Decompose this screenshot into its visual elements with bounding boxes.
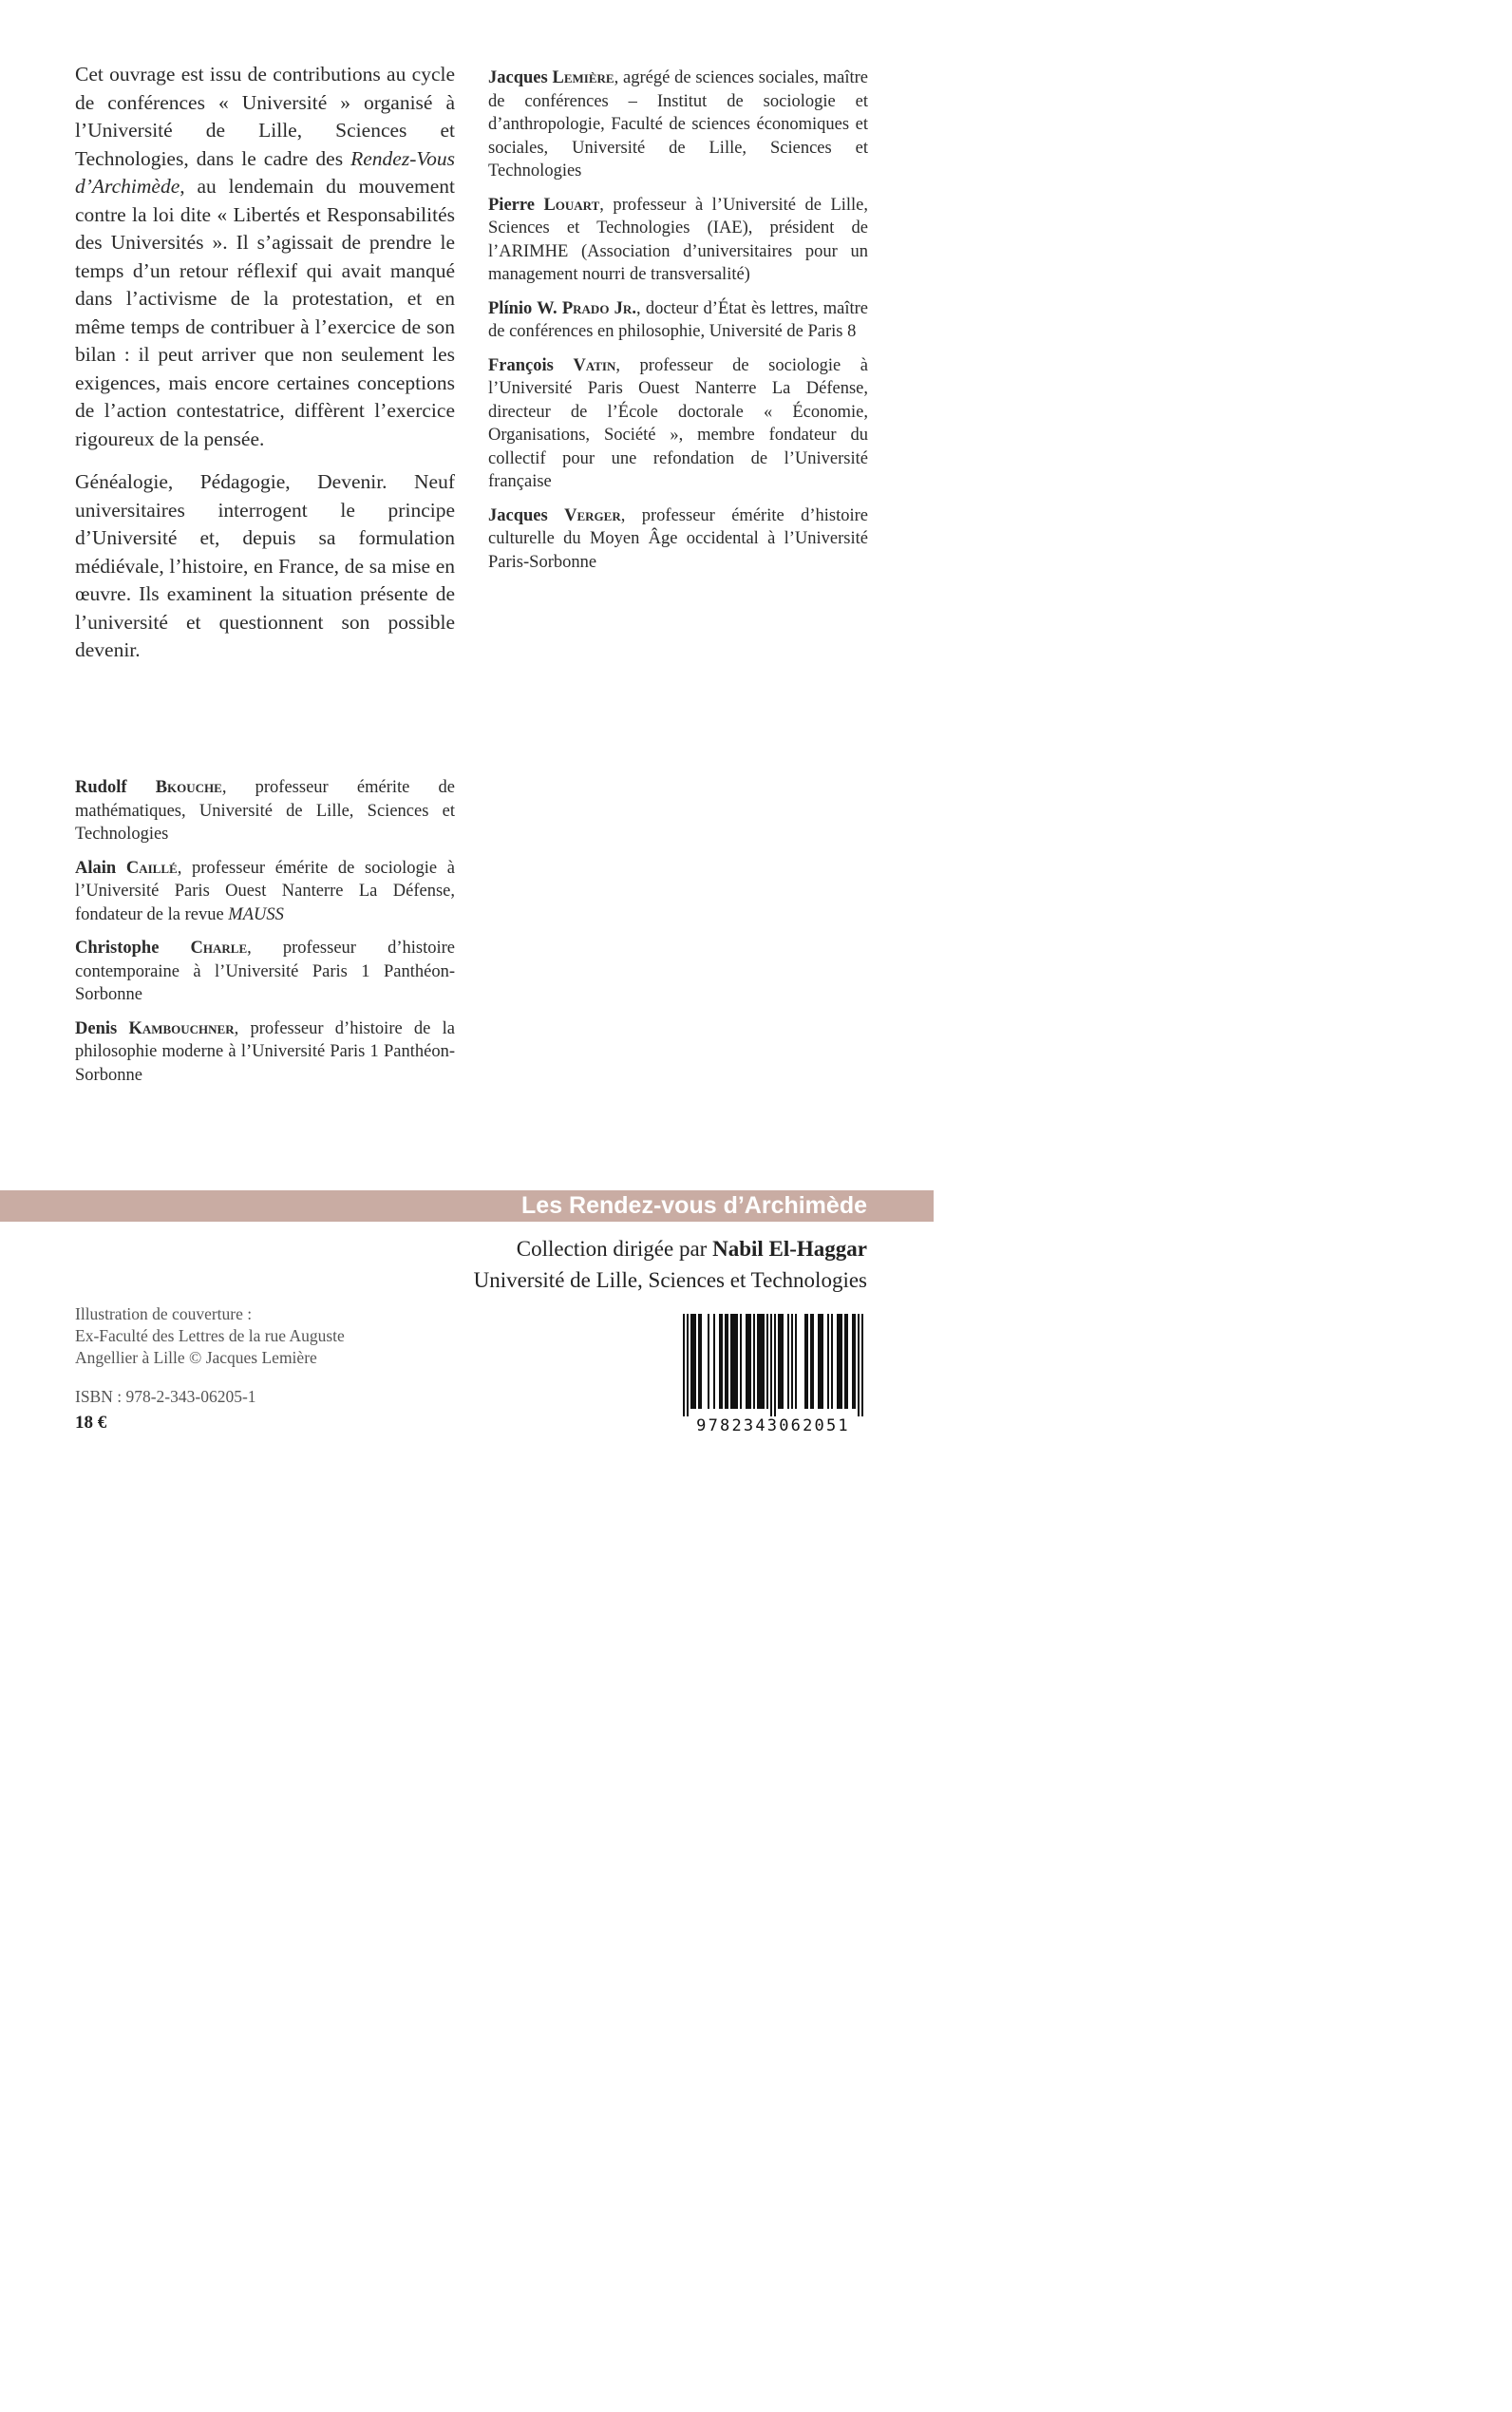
collection-director: Nabil El-Haggar bbox=[712, 1237, 867, 1261]
barcode-bar bbox=[692, 1314, 694, 1409]
barcode-bar bbox=[687, 1314, 689, 1416]
series-title: Les Rendez-vous d’Archimède bbox=[521, 1192, 867, 1219]
contributor-first-name: Rudolf bbox=[75, 778, 127, 797]
contributor-bio bbox=[75, 1017, 455, 1088]
barcode-bar bbox=[700, 1314, 702, 1409]
barcode-bar bbox=[837, 1314, 839, 1409]
collection-prefix: Collection dirigée par bbox=[516, 1237, 713, 1261]
blurb-series-italic: Rendez-Vous d’Archimède bbox=[75, 146, 455, 198]
barcode-bar bbox=[740, 1314, 742, 1409]
collection-info bbox=[474, 1233, 867, 1296]
contributor-last-name: Vatin bbox=[573, 355, 616, 375]
barcode-bar bbox=[683, 1314, 685, 1416]
barcode-bar bbox=[694, 1314, 696, 1409]
barcode-bar bbox=[804, 1314, 806, 1409]
blurb-paragraph-2: Généalogie, Pédagogie, Devenir. Neuf universitaires interrogent le principe d’Université et, depuis sa formulation médiévale, l’histoire, en France, de sa mise en œuvre. Ils examinent la situation présente de l’université et questionnent son possible devenir. bbox=[75, 470, 455, 661]
contributor-first-name: Christophe bbox=[75, 939, 160, 958]
credits-line: Illustration de couverture : bbox=[75, 1304, 253, 1323]
series-band bbox=[0, 1190, 934, 1222]
barcode-bar bbox=[719, 1314, 721, 1409]
contributor-last-name: Prado Jr. bbox=[561, 298, 636, 318]
contributor-last-name: Bkouche bbox=[155, 778, 222, 797]
barcode-bar bbox=[727, 1314, 728, 1409]
barcode-bar bbox=[780, 1314, 782, 1409]
barcode-bar bbox=[822, 1314, 823, 1409]
barcode-bar bbox=[854, 1314, 856, 1409]
barcode-bar bbox=[827, 1314, 829, 1409]
barcode-bar bbox=[734, 1314, 736, 1409]
barcode-bar bbox=[810, 1314, 812, 1409]
barcode-bar bbox=[852, 1314, 854, 1409]
contributor-first-name: Denis bbox=[75, 1018, 118, 1038]
barcode-bar bbox=[761, 1314, 763, 1409]
contributor-first-name: Jacques bbox=[488, 505, 548, 525]
barcode-bar bbox=[858, 1314, 860, 1416]
blurb-p1-start: Cet ouvrage est issu de contributions au cycle de conférences « Université » organisé à l’Université de Lille, Sciences et Technologies, dans le cadre des bbox=[75, 63, 455, 170]
price: 18 € bbox=[75, 1413, 107, 1433]
barcode-bar bbox=[820, 1314, 822, 1409]
contributor-last-name: Verger bbox=[564, 505, 621, 525]
barcode-bar bbox=[730, 1314, 732, 1409]
contributor-description: , docteur d’État ès lettres, maître de conférences en philosophie, Université de Paris 8 bbox=[488, 298, 868, 341]
barcode-bar bbox=[839, 1314, 841, 1409]
contributor-description: , professeur émérite de sociologie à l’Université Paris Ouest Nanterre La Défense, fondateur de la revue bbox=[75, 858, 455, 924]
barcode-bar bbox=[818, 1314, 820, 1409]
barcode-bar bbox=[736, 1314, 738, 1409]
contributor-bio bbox=[488, 66, 868, 183]
barcode-bar bbox=[749, 1314, 751, 1409]
contributor-description: , professeur à l’Université de Lille, Sciences et Technologies (IAE), président de l’ARIMHE (Association d’universitaires pour un management nourri de transversalité) bbox=[488, 195, 869, 284]
barcode bbox=[677, 1310, 869, 1437]
contributor-description: , professeur d’histoire contemporaine à l’Université Paris 1 Panthéon-Sorbonne bbox=[75, 939, 455, 1004]
contributor-description: , agrégé de sciences sociales, maître de conférences – Institut de sociologie et d’anthropologie, Faculté de sciences économiques et sociales, Université de Lille, Sciences et Technologies bbox=[488, 68, 868, 180]
contributor-description: , professeur émérite de mathématiques, Université de Lille, Sciences et Technologies bbox=[75, 778, 456, 844]
isbn: ISBN : 978-2-343-06205-1 bbox=[75, 1387, 256, 1406]
barcode-bar bbox=[698, 1314, 700, 1409]
contributor-bio bbox=[75, 937, 455, 1007]
barcode-bar bbox=[747, 1314, 749, 1409]
barcode-bar bbox=[759, 1314, 761, 1409]
cover-credits bbox=[75, 1303, 417, 1369]
credits-line: Angellier à Lille © Jacques Lemière bbox=[75, 1348, 317, 1367]
contributor-bio bbox=[75, 857, 455, 927]
contributor-first-name: Plínio W. bbox=[488, 298, 558, 318]
contributor-bio bbox=[488, 504, 868, 575]
journal-title: MAUSS bbox=[228, 904, 284, 924]
barcode-bar bbox=[778, 1314, 780, 1409]
blurb-p1-end: , au lendemain du mouvement contre la loi dite « Libertés et Responsabilités des Universités ». Il s’agissait de prendre le temps d’un retour réflexif qui avait manqué dans l’activisme de la protestation, et en même temps de contribuer à l’exercice de son bilan : il peut arriver que non seulement les exigences, mais encore certaines conceptions de l’action contestatrice, diffèrent l’exercice rigoureux de la pensée. bbox=[75, 175, 455, 450]
barcode-digits: 9782343062051 bbox=[696, 1416, 850, 1435]
credits-line: Ex-Faculté des Lettres de la rue Auguste bbox=[75, 1326, 345, 1345]
contributor-last-name: Louart bbox=[543, 195, 600, 215]
barcode-bar bbox=[757, 1314, 759, 1409]
barcode-bar bbox=[861, 1314, 863, 1416]
contributor-first-name: Jacques bbox=[488, 68, 548, 87]
blurb-paragraph-1 bbox=[75, 61, 455, 453]
barcode-bar bbox=[713, 1314, 715, 1409]
collection-institution: Université de Lille, Sciences et Technologies bbox=[473, 1268, 867, 1292]
barcode-bar bbox=[791, 1314, 793, 1409]
contributor-bio bbox=[488, 194, 868, 287]
contributor-first-name: François bbox=[488, 355, 554, 375]
barcode-bar bbox=[708, 1314, 709, 1409]
barcode-bar bbox=[806, 1314, 808, 1409]
barcode-bar bbox=[721, 1314, 723, 1409]
contributor-last-name: Caillé bbox=[125, 858, 178, 878]
barcode-bar bbox=[787, 1314, 789, 1409]
barcode-bar bbox=[763, 1314, 765, 1409]
barcode-bar bbox=[841, 1314, 842, 1409]
barcode-bar bbox=[725, 1314, 727, 1409]
contributor-first-name: Pierre bbox=[488, 195, 535, 215]
contributors-left-column bbox=[75, 776, 455, 1097]
barcode-bar bbox=[753, 1314, 755, 1409]
barcode-bar bbox=[766, 1314, 768, 1409]
contributor-last-name: Kambouchner bbox=[128, 1018, 235, 1038]
barcode-bar bbox=[846, 1314, 848, 1409]
contributor-bio bbox=[488, 354, 868, 494]
barcode-bar bbox=[732, 1314, 734, 1409]
contributor-bio bbox=[488, 297, 868, 344]
collection-director-line bbox=[474, 1233, 867, 1264]
contributor-description: , professeur émérite d’histoire culturelle du Moyen Âge occidental à l’Université Paris-Sorbonne bbox=[488, 505, 869, 572]
contributor-last-name: Lemière bbox=[552, 68, 614, 87]
back-cover-blurb bbox=[75, 61, 455, 680]
barcode-bar bbox=[770, 1314, 772, 1416]
barcode-bar bbox=[774, 1314, 776, 1416]
barcode-bars bbox=[677, 1310, 869, 1416]
barcode-bar bbox=[812, 1314, 814, 1409]
barcode-bar bbox=[746, 1314, 747, 1409]
contributor-bio bbox=[75, 776, 455, 846]
contributors-right-column bbox=[488, 66, 868, 584]
barcode-bar bbox=[782, 1314, 784, 1409]
barcode-bar bbox=[844, 1314, 846, 1409]
barcode-bar bbox=[831, 1314, 833, 1409]
barcode-bar bbox=[690, 1314, 692, 1409]
contributor-description: , professeur d’histoire de la philosophie moderne à l’Université Paris 1 Panthéon-Sorbonne bbox=[75, 1018, 455, 1085]
barcode-bar bbox=[795, 1314, 797, 1409]
contributor-first-name: Alain bbox=[75, 858, 117, 878]
contributor-last-name: Charle bbox=[190, 939, 248, 958]
contributor-description: , professeur de sociologie à l’Université Paris Ouest Nanterre La Défense, directeur de l’École doctorale « Économie, Organisations, Société », membre fondateur du collectif pour une refondation de l’Université française bbox=[488, 355, 868, 491]
